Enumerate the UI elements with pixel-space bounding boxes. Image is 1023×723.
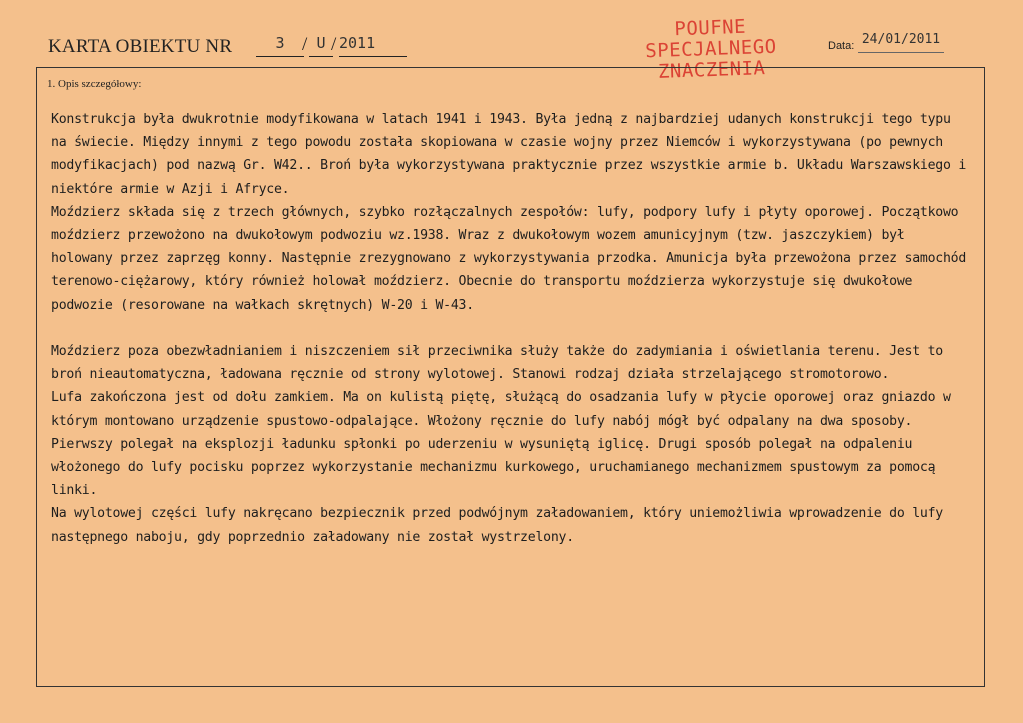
paragraph-barrel: Lufa zakończona jest od dołu zamkiem. Ma on kulistą piętę, służącą do osadzania lufy w płycie oporowej oraz gniazdo w którym montowano urządzenie spustowo-odpalające. Włożony ręcznie do lufy nabój mógł być odpalany na dwa sposoby. Pierwszy polegał na eksplozji ładunku spłonki po uderzeniu w wysuniętą iglicę. Drugi sposób polegał na odpaleniu włożonego do lufy pocisku poprzez wykorzystanie mechanizmu kurkowego, uruchamianego mechanizmem spustowym za pomocą linki. xyxy=(51,390,951,499)
paragraph-components: Moździerz składa się z trzech głównych, szybko rozłączalnych zespołów: lufy, podpory lufy i płyty oporowej. Początkowo moździerz przewożono na dwukołowym podwoziu wz.1938. Wraz z dwukołowym wozem amunicyjnym (tzw. jaszczykiem) był holowany przez zaprzęg konny. Następnie zrezygnowano z wykorzystywania przodka. Amunicja była przewożona przez samochód terenowo-ciężarowy, który również holował moździerz. Obecnie do transportu moździerza wykorzystuje się dwukołowe podwozie (resorowane na wałkach skrętnych) W-20 i W-43. xyxy=(51,204,967,313)
card-number-separator-2: / xyxy=(331,34,337,55)
card-number-separator-1: / xyxy=(302,34,308,55)
card-title: KARTA OBIEKTU NR xyxy=(48,36,233,57)
card-number-part1: 3 xyxy=(256,30,304,57)
paragraph-purpose: Moździerz poza obezwładnianiem i niszczeniem sił przeciwnika służy także do zadymiania i oświetlania terenu. Jest to broń nieautomatyczna, ładowana ręcznie od strony wylotowej. Stanowi rodzaj działa strzelającego stromotorowo. xyxy=(51,344,943,383)
card-number-part2: U xyxy=(309,30,333,57)
stamp-line-2: SPECJALNEGO xyxy=(644,35,777,63)
description-text xyxy=(51,108,971,549)
section-label: 1. Opis szczegółowy: xyxy=(47,78,142,90)
card-number-part3: 2011 xyxy=(339,30,407,57)
stamp-line-1: POUFNE xyxy=(674,15,747,41)
paragraph-history: Konstrukcja była dwukrotnie modyfikowana w latach 1941 i 1943. Była jedną z najbardziej udanych konstrukcji tego typu na świecie. Między innymi z tego powodu została skopiowana w czasie wojny przez Niemców i wykorzystywana (po pewnych modyfikacjach) pod nazwą Gr. W42.. Broń była wykorzystywana praktycznie przez wszystkie armie b. Układu Warszawskiego i niektóre armie w Azji i Afryce. xyxy=(51,112,967,197)
date-label: Data: xyxy=(828,40,855,52)
stamp-line-3: ZNACZENIA xyxy=(657,57,766,83)
date-value: 24/01/2011 xyxy=(858,30,944,53)
paragraph-gap xyxy=(51,317,971,340)
paragraph-safety: Na wylotowej części lufy nakręcano bezpiecznik przed podwójnym załadowaniem, który uniemożliwia wprowadzenie do lufy następnego naboju, gdy poprzednio załadowany nie został wystrzelony. xyxy=(51,506,943,545)
